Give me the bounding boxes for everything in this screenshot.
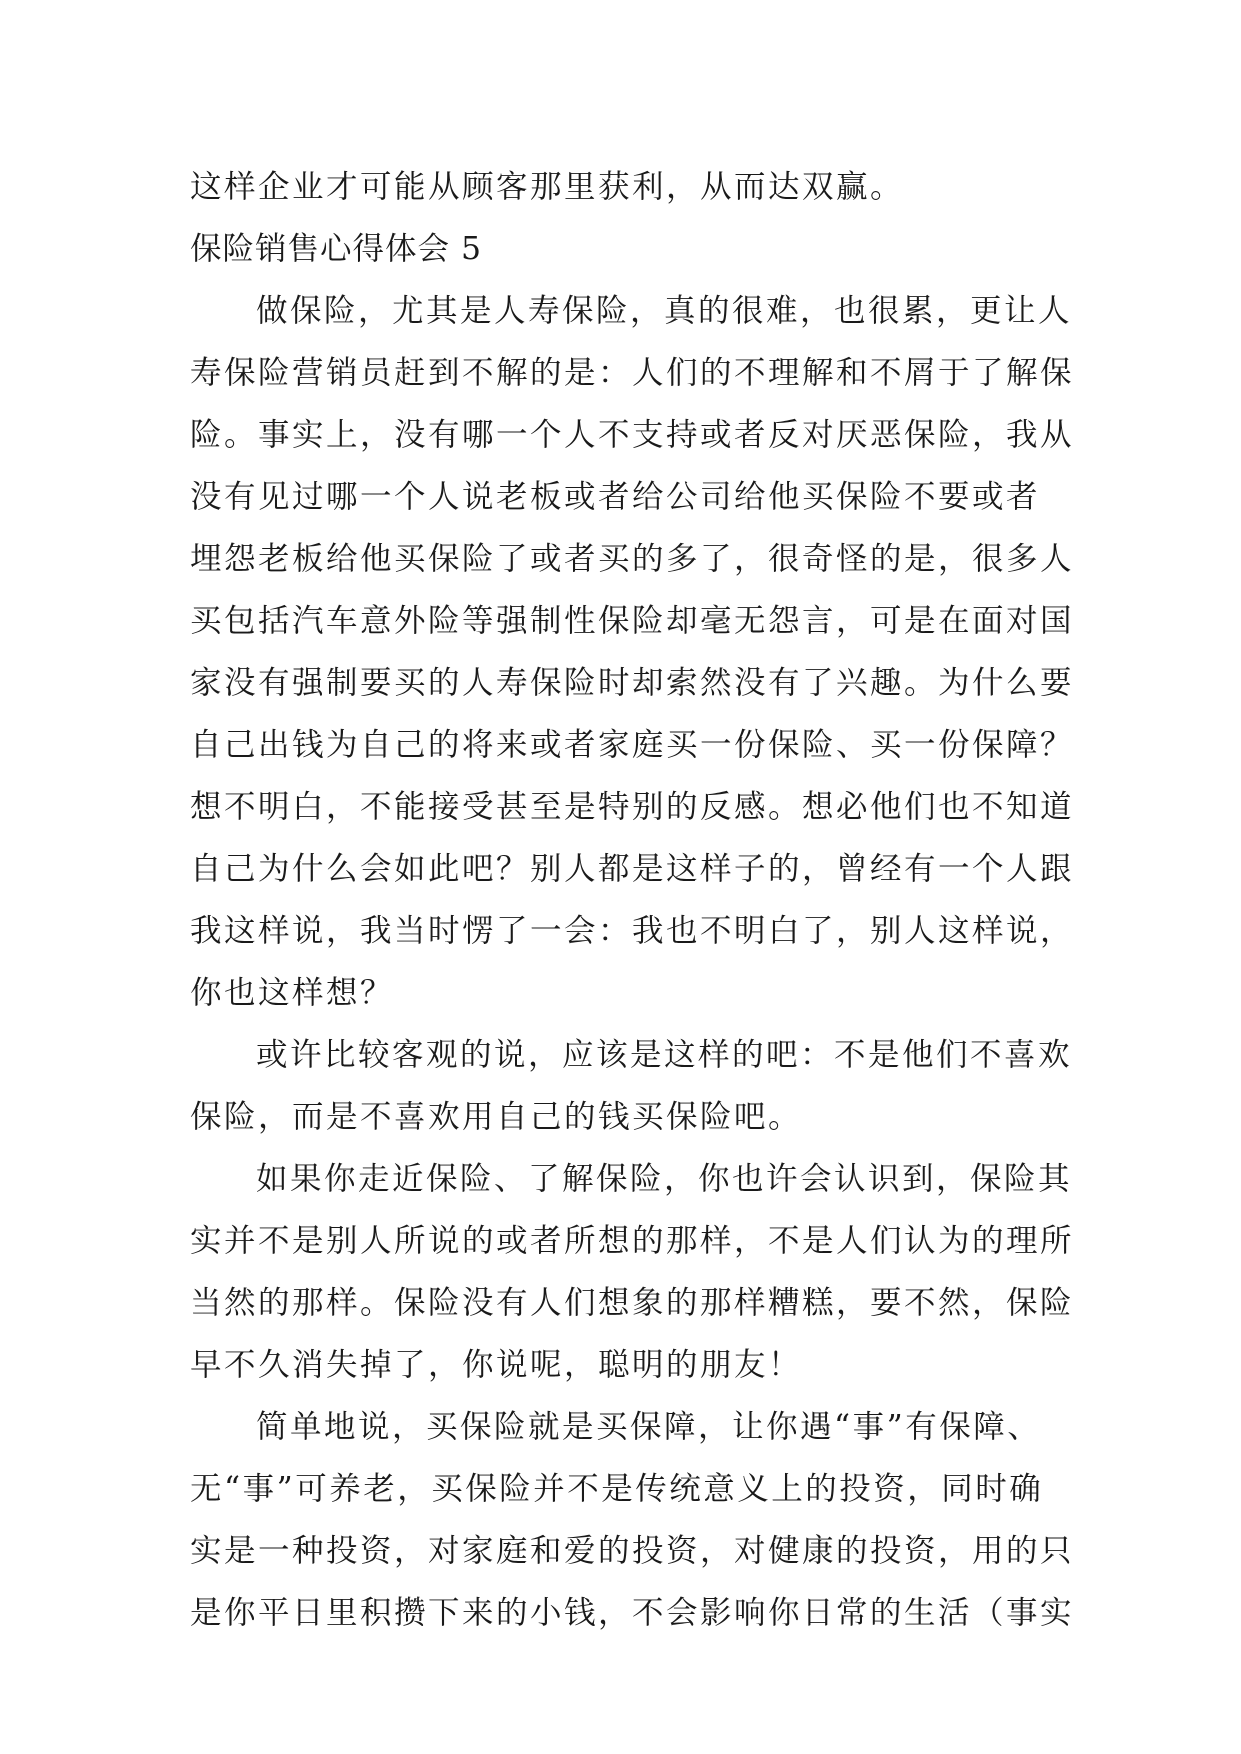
text-line: 买包括汽车意外险等强制性保险却毫无怨言，可是在面对国 (190, 603, 1075, 639)
text-line: 我这样说，我当时愣了一会：我也不明白了，别人这样说， (190, 913, 1075, 949)
text-line: 当然的那样。保险没有人们想象的那样糟糕，要不然，保险 (190, 1285, 1075, 1321)
text-line: 你也这样想？ (190, 975, 395, 1011)
text-line: 想不明白，不能接受甚至是特别的反感。想必他们也不知道 (190, 789, 1075, 825)
text-line: 是你平日里积攒下来的小钱，不会影响你日常的生活（事实 (190, 1595, 1075, 1631)
body-text (190, 162, 1075, 1650)
text-line: 自己为什么会如此吧？别人都是这样子的，曾经有一个人跟 (190, 851, 1075, 887)
text-line: 险。事实上，没有哪一个人不支持或者反对厌恶保险，我从 (190, 417, 1075, 453)
text-line: 埋怨老板给他买保险了或者买的多了，很奇怪的是，很多人 (190, 541, 1075, 577)
text-line: 寿保险营销员赶到不解的是：人们的不理解和不屑于了解保 (190, 355, 1075, 391)
text-line: 保险，而是不喜欢用自己的钱买保险吧。 (190, 1099, 803, 1135)
text-line: 实是一种投资，对家庭和爱的投资，对健康的投资，用的只 (190, 1533, 1075, 1569)
text-line: 家没有强制要买的人寿保险时却索然没有了兴趣。为什么要 (190, 665, 1075, 701)
paragraph-first-line: 做保险，尤其是人寿保险，真的很难，也很累，更让人 (256, 293, 1073, 329)
text-line: 无“事”可养老，买保险并不是传统意义上的投资，同时确 (190, 1471, 1044, 1507)
text-line: 实并不是别人所说的或者所想的那样，不是人们认为的理所 (190, 1223, 1075, 1259)
text-line: 这样企业才可能从顾客那里获利，从而达双赢。 (190, 169, 905, 205)
paragraph-first-line: 如果你走近保险、了解保险，你也许会认识到，保险其 (256, 1161, 1073, 1197)
text-line: 早不久消失掉了，你说呢，聪明的朋友！ (190, 1347, 803, 1383)
text-line: 没有见过哪一个人说老板或者给公司给他买保险不要或者 (190, 479, 1041, 515)
paragraph-first-line: 简单地说，买保险就是买保障，让你遇“事”有保障、 (256, 1409, 1042, 1445)
section-heading: 保险销售心得体会 5 (190, 231, 483, 267)
text-line: 自己出钱为自己的将来或者家庭买一份保险、买一份保障？ (190, 727, 1075, 763)
paragraph-first-line: 或许比较客观的说，应该是这样的吧：不是他们不喜欢 (256, 1037, 1073, 1073)
